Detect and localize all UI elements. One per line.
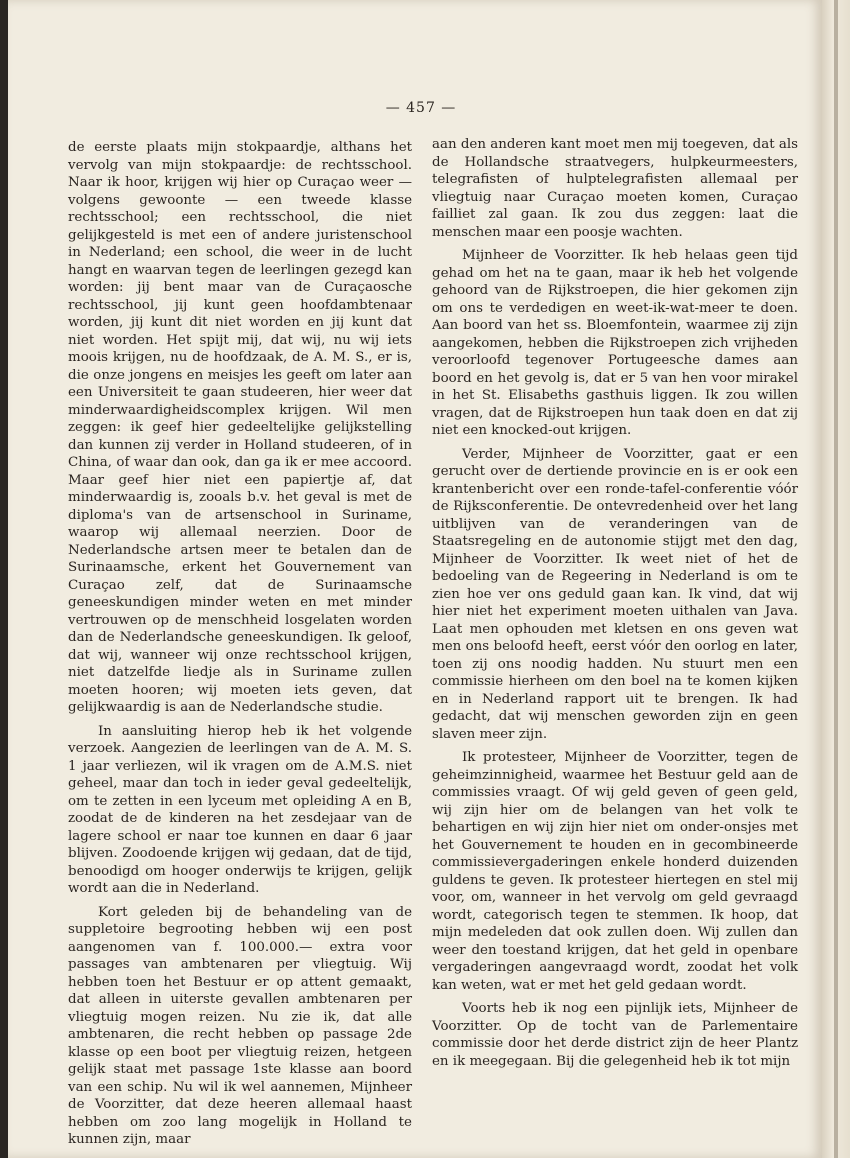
right-paragraph-4: Ik protesteer, Mijnheer de Voorzitter, tegen de geheimzinnigheid, waarmee het Bestuur geld aan de commissies vraagt. Of wij geld geven of geen geld, wij zijn hier om de belangen van het volk te behartigen en wij zijn hier niet om onder-onsjes met het Gouvernement te houden en in gecombineerde commissievergaderingen enkele honderd duizenden guldens te geven. Ik protesteer hiertegen en stel mij voor, om, wanneer in het vervolg om geld gevraagd wordt, categorisch tegen te stemmen. Ik hoop, dat mijn medeleden dat ook zullen doen. Wij zullen dan weer den toestand krijgen, dat het geld in openbare vergaderingen aangevraagd wordt, zoodat het volk kan weten, wat er met het geld gedaan wordt.	[432, 750, 798, 993]
left-paragraph-2: In aansluiting hierop heb ik het volgende verzoek. Aangezien de leerlingen van de A. M. S. 1 jaar verliezen, wil ik vragen om de A.M.S. niet geheel, maar dan toch in ieder geval gedeeltelijk, om te zetten in een lyceum met opleiding A en B, zoodat de de kinderen na het zesdejaar van de lagere school er naar toe kunnen en daar 6 jaar blijven. Zoodoende krijgen wij gedaan, dat de tijd, benoodigd om hooger onderwijs te krijgen, gelijk wordt aan die in Nederland.	[68, 723, 412, 896]
right-paragraph-3: Verder, Mijnheer de Voorzitter, gaat er een gerucht over de dertiende provincie en is er ook een krantenbericht over een ronde-tafel-conferentie vóór de Rijksconferentie. De ontevredenheid over het lang uitblijven van de veranderingen van de Staatsregeling en de autonomie stijgt met den dag, Mijnheer de Voorzitter. Ik weet niet of het de bedoeling van de Regeering in Nederland is om te zien hoe ver ons geduld gaan kan. Ik vind, dat wij hier niet het experiment moeten uithalen van Java. Laat men ophouden met kletsen en ons geven wat men ons beloofd heeft, eerst vóór den oorlog en later, toen zij ons noodig hadden. Nu stuurt men een commissie hierheen om den boel na te komen kijken en in Nederland rapport uit te brengen. Ik had gedacht, dat wij menschen geworden zijn en geen slaven meer zijn.	[432, 446, 798, 742]
right-paragraph-5: Voorts heb ik nog een pijnlijk iets, Mijnheer de Voorzitter. Op de tocht van de Parlementaire commissie door het derde district zijn de heer Plantz en ik meegegaan. Bij die gelegenheid heb ik tot mijn	[432, 1001, 798, 1069]
document-page	[8, 0, 822, 1158]
right-column	[432, 136, 798, 1076]
page-number: — 457 —	[385, 100, 457, 116]
right-paragraph-2: Mijnheer de Voorzitter. Ik heb helaas geen tijd gehad om het na te gaan, maar ik heb het volgende gehoord van de Rijkstroepen, die hier gekomen zijn om ons te verdedigen en weet-ik-wat-meer te doen. Aan boord van het ss. Bloemfontein, waarmee zij zijn aangekomen, hebben die Rijkstroepen zich vrijheden veroorloofd tegenover Portugeesche dames aan boord en het gevolg is, dat er 5 van hen voor mirakel in het St. Elisabeths gasthuis liggen. Ik zou willen vragen, dat de Rijkstroepen hun taak doen en dat zij niet een knocked-out krijgen.	[432, 248, 798, 438]
page-fold-shadow	[834, 0, 838, 1158]
left-paragraph-1: de eerste plaats mijn stokpaardje, althans het vervolg van mijn stokpaardje: de rechtsschool. Naar ik hoor, krijgen wij hier op Curaçao weer — volgens gewoonte — een tweede klasse rechtsschool; een rechtsschool, die niet gelijkgesteld is met een of andere juristenschool in Nederland; een school, die weer in de lucht hangt en waarvan tegen de leerlingen gezegd kan worden: jij bent maar van de Curaçaosche rechtsschool, jij kunt geen hoofdambtenaar worden, jij kunt dit niet worden en jij kunt dat niet worden. Het spijt mij, dat wij, nu wij iets moois krijgen, nu de hoofdzaak, de A. M. S., er is, die onze jongens en meisjes les geeft om later aan een Universiteit te gaan studeeren, hier weer dat minderwaardigheidscomplex krijgen. Wil men zeggen: ik geef hier gedeeltelijke gelijkstelling dan kunnen zij verder in Holland studeeren, of in China, of waar dan ook, dan ga ik er mee accoord. Maar geef hier niet een papiertje af, dat minderwaardig is, zooals b.v. het geval is met de diploma's van de artsenschool in Suriname, waarop wij allemaal neerzien. Door de Nederlandsche artsen meer te betalen dan de Surinaamsche, erkent het Gouvernement van Curaçao zelf, dat de Surinaamsche geneeskundigen minder weten en met minder vertrouwen op de menschheid losgelaten worden dan de Nederlandsche geneeskundigen. Ik geloof, dat wij, wanneer wij onze rechtsschool krijgen, niet datzelfde liedje als in Suriname zullen moeten hooren; wij moeten iets geven, dat gelijkwaardig is aan de Nederlandsche studie.	[68, 140, 412, 715]
right-paragraph-1: aan den anderen kant moet men mij toegeven, dat als de Hollandsche straatvegers, hulpkeurmeesters, telegrafisten of hulptelegrafisten allemaal per vliegtuig naar Curaçao moeten komen, Curaçao failliet zal gaan. Ik zou dus zeggen: laat die menschen maar een poosje wachten.	[432, 137, 798, 240]
left-column	[68, 139, 412, 1155]
left-paragraph-3: Kort geleden bij de behandeling van de suppletoire begrooting hebben wij een post aangenomen van f. 100.000.— extra voor passages van ambtenaren per vliegtuig. Wij hebben toen het Bestuur er op attent gemaakt, dat alleen in uiterste gevallen ambtenaren per vliegtuig mogen reizen. Nu zie ik, dat alle ambtenaren, die recht hebben op passage 2de klasse op een boot per vliegtuig reizen, hetgeen gelijk staat met passage 1ste klasse aan boord van een schip. Nu wil ik wel aannemen, Mijnheer de Voorzitter, dat deze heeren allemaal haast hebben om zoo lang mogelijk in Holland te kunnen zijn, maar	[68, 904, 412, 1147]
